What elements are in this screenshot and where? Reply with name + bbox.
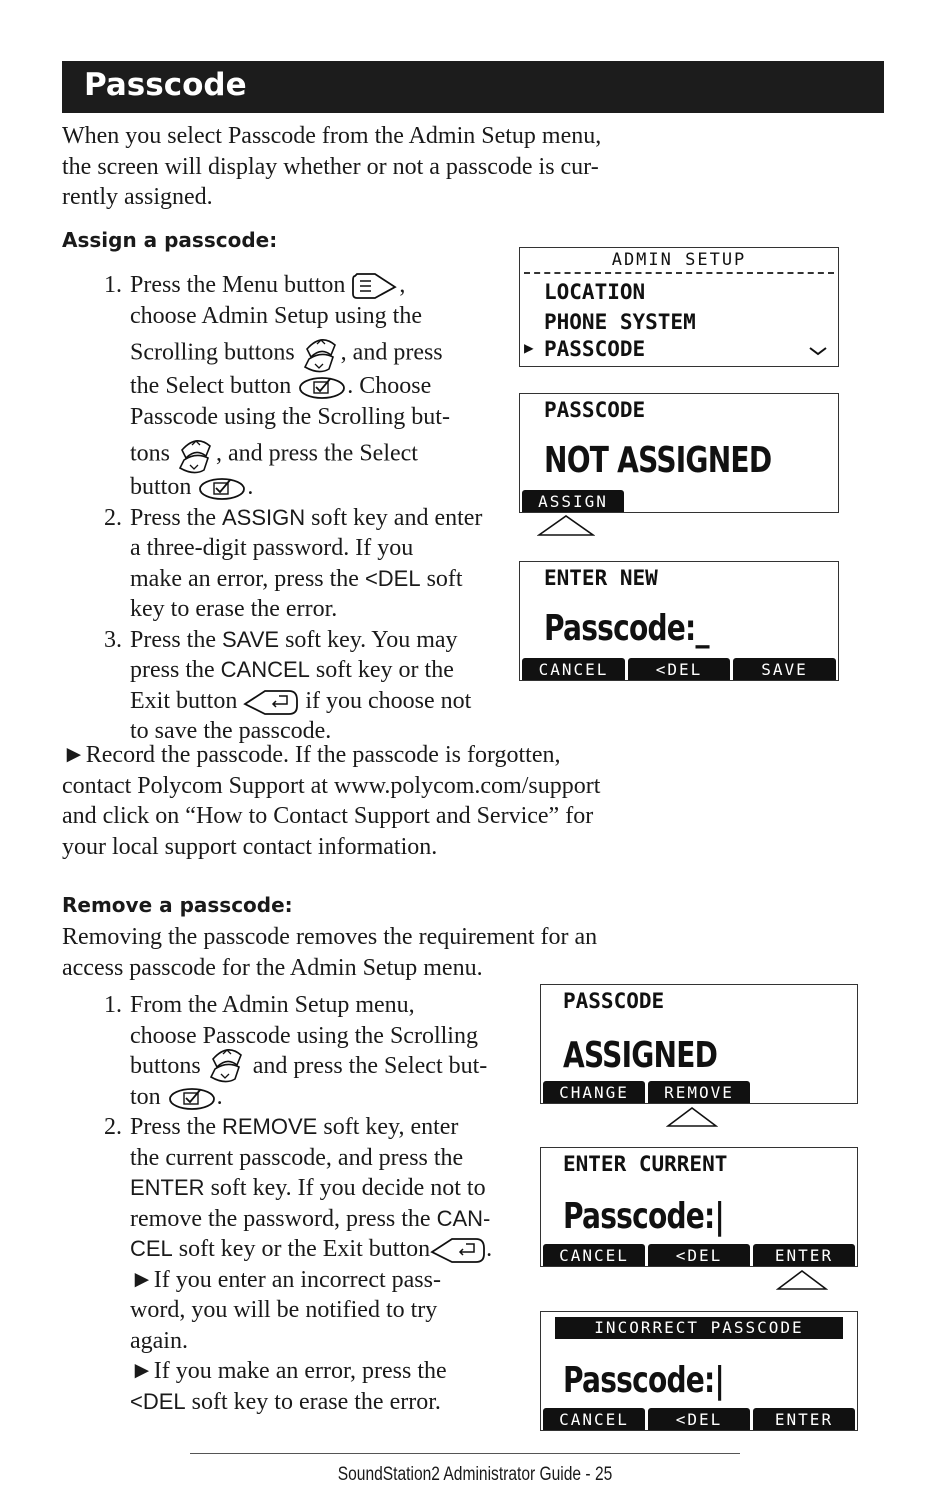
menu-item-phone-system: PHONE SYSTEM — [544, 310, 696, 334]
softkey-enter[interactable]: ENTER — [753, 1408, 855, 1430]
lcd-title: PASSCODE — [544, 398, 646, 422]
softkey-del[interactable]: <DEL — [628, 658, 730, 680]
softkey-del[interactable]: <DEL — [648, 1244, 750, 1266]
softkey-assign[interactable]: ASSIGN — [522, 490, 624, 512]
softkey-change[interactable]: CHANGE — [543, 1081, 645, 1103]
lcd-title: INCORRECT PASSCODE — [594, 1318, 804, 1337]
menu-item-location: LOCATION — [544, 280, 646, 304]
softkey-pointer-icon — [537, 513, 595, 539]
record-note: ►Record the passcode. If the passcode is forgotten, contact Polycom Support at www.polycom.com/support and click on “How to Contact Support and Service” for your local support contact information. — [62, 742, 601, 860]
section-header — [62, 61, 884, 113]
softkey-pointer-icon — [776, 1268, 828, 1292]
page-footer: SoundStation2 Administrator Guide - 25 — [337, 1464, 613, 1485]
lcd-title: ENTER CURRENT — [563, 1152, 728, 1176]
lcd-passcode-assigned — [540, 984, 858, 1104]
list-item: 2. Press the ASSIGN soft key and enter — [104, 504, 483, 531]
exit-button-icon — [243, 688, 299, 716]
menu-item-passcode: PASSCODE — [544, 337, 646, 361]
select-button-icon — [167, 1085, 217, 1111]
lcd-title: ENTER NEW — [544, 566, 658, 590]
lcd-incorrect-passcode — [540, 1311, 858, 1431]
assign-heading: Assign a passcode: — [62, 228, 278, 252]
softkey-save[interactable]: SAVE — [733, 658, 836, 680]
softkey-enter[interactable]: ENTER — [753, 1244, 855, 1266]
scroll-buttons-icon — [176, 436, 216, 474]
select-button-icon — [297, 374, 347, 400]
select-button-icon — [197, 475, 247, 501]
softkey-pointer-icon — [666, 1105, 718, 1129]
incorrect-note: ►If you enter an incorrect pass- word, you will be notified to try again. — [130, 1266, 441, 1354]
lcd-divider — [524, 272, 834, 274]
lcd-passcode-not-assigned — [519, 393, 839, 513]
assign-steps: 1. Press the Menu button , choose Admin Setup using the Scrolling buttons , and press the Select button . Choose Passcode using the Scrolling but- tons , and press the Select button . 2. Press the ASSIGN soft key and enter a three-digit password. If you make an error, press the <DEL soft key to erase the error. 3. Press the SAVE soft key. You may press the CANCEL soft key or the Exit button if you choose not to save the passcode. — [98, 270, 518, 747]
passcode-field[interactable]: Passcode:| — [563, 1196, 724, 1237]
remove-intro: Removing the passcode removes the requirement for an access passcode for the Admin Setup menu. — [62, 924, 598, 981]
menu-button-icon — [351, 272, 399, 300]
lcd-admin-setup — [519, 247, 839, 367]
remove-heading: Remove a passcode: — [62, 893, 293, 917]
scroll-buttons-icon — [207, 1045, 247, 1083]
list-item: 2. Press the REMOVE soft key, enter — [104, 1114, 459, 1140]
lcd-status: NOT ASSIGNED — [544, 440, 772, 481]
lcd-enter-current — [540, 1147, 858, 1267]
passcode-field[interactable]: Passcode:_ — [544, 608, 709, 649]
exit-button-icon — [430, 1236, 486, 1264]
softkey-del[interactable]: <DEL — [648, 1408, 750, 1430]
intro-paragraph: When you select Passcode from the Admin Setup menu, the screen will display whether or not a passcode is cur- rently assigned. — [62, 123, 602, 210]
list-item: 3. Press the SAVE soft key. You may — [104, 626, 458, 653]
footer-rule — [190, 1453, 740, 1454]
softkey-cancel[interactable]: CANCEL — [543, 1408, 645, 1430]
error-note: ►If you make an error, press the <DEL soft key to erase the error. — [130, 1358, 447, 1415]
lcd-title: ADMIN SETUP — [611, 250, 747, 270]
list-item: 1. Press the Menu button , — [98, 270, 518, 301]
softkey-cancel[interactable]: CANCEL — [522, 658, 625, 680]
section-title: Passcode — [84, 67, 247, 103]
lcd-status: ASSIGNED — [563, 1035, 718, 1076]
passcode-field[interactable]: Passcode:| — [563, 1360, 724, 1401]
softkey-remove[interactable]: REMOVE — [648, 1081, 750, 1103]
scroll-buttons-icon — [301, 335, 341, 373]
selection-arrow-icon: ▶ — [524, 338, 534, 357]
list-item: 1. From the Admin Setup menu, — [104, 992, 415, 1018]
chevron-down-icon — [808, 346, 828, 356]
lcd-enter-new — [519, 561, 839, 681]
softkey-cancel[interactable]: CANCEL — [543, 1244, 645, 1266]
remove-steps: 1. From the Admin Setup menu, choose Passcode using the Scrolling buttons and press the Select but- ton . 2. Press the REMOVE soft key, enter the current passcode, and press the ENTER soft key. If you decide not to remove the password, press the CAN- CEL soft key or the Exit button . ►If you enter an incorrect pass- word, you will be notified to try again. ►If you make an error, press the <DEL soft key to erase the error. — [98, 990, 518, 1417]
lcd-title: PASSCODE — [563, 989, 665, 1013]
